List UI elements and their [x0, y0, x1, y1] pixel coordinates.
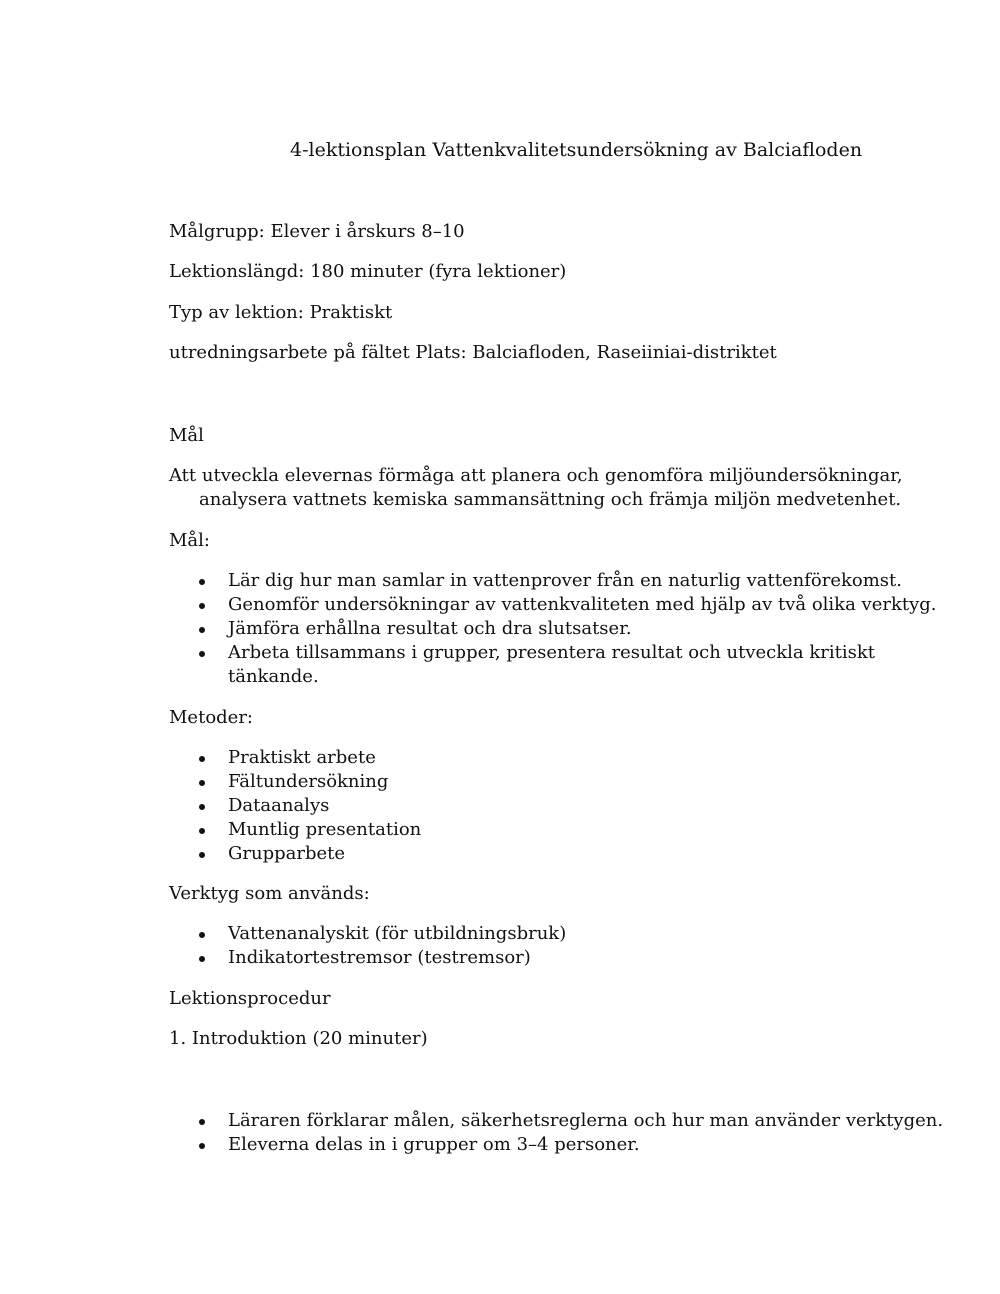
bullet-icon: [199, 932, 205, 938]
bullet-icon: [199, 1119, 205, 1125]
list-item: Läraren förklarar målen, säkerhetsreglerna och hur man använder verktygen.: [169, 1109, 949, 1133]
list-item: Eleverna delas in i grupper om 3–4 personer.: [169, 1133, 949, 1157]
bullet-icon: [199, 756, 205, 762]
list-item: Dataanalys: [169, 794, 949, 818]
methods-list: [169, 746, 949, 866]
objectives-list: [169, 569, 949, 689]
bullet-icon: [199, 627, 205, 633]
methods-heading: Metoder:: [169, 707, 253, 728]
bullet-icon: [199, 828, 205, 834]
tools-heading: Verktyg som används:: [169, 883, 370, 904]
fieldwork-place-line: utredningsarbete på fältet Plats: Balciafloden, Raseiiniai-distriktet: [169, 342, 777, 363]
bullet-icon: [199, 956, 205, 962]
target-group-line: Målgrupp: Elever i årskurs 8–10: [169, 221, 465, 242]
bullet-icon: [199, 804, 205, 810]
list-item: Vattenanalyskit (för utbildningsbruk): [169, 922, 949, 946]
bullet-icon: [199, 1143, 205, 1149]
list-item: Fältundersökning: [169, 770, 949, 794]
list-item: Indikatortestremsor (testremsor): [169, 946, 949, 970]
lesson-type-line: Typ av lektion: Praktiskt: [169, 302, 393, 323]
goal-heading: Mål: [169, 425, 204, 446]
bullet-icon: [199, 852, 205, 858]
list-item: Arbeta tillsammans i grupper, presentera resultat och utveckla kritiskt tänkande.: [169, 641, 888, 689]
bullet-icon: [199, 579, 205, 585]
tools-list: [169, 922, 949, 970]
goal-paragraph: Att utveckla elevernas förmåga att planera och genomföra miljöundersökningar, analysera vattnets kemiska sammansättning och främja miljön medvetenhet.: [169, 465, 903, 510]
list-item: Genomför undersökningar av vattenkvaliteten med hjälp av två olika verktyg.: [169, 593, 949, 617]
step1-heading: 1. Introduktion (20 minuter): [169, 1028, 428, 1049]
list-item: Muntlig presentation: [169, 818, 949, 842]
list-item: Lär dig hur man samlar in vattenprover från en naturlig vattenförekomst.: [169, 569, 949, 593]
list-item: Jämföra erhållna resultat och dra slutsatser.: [169, 617, 949, 641]
bullet-icon: [199, 603, 205, 609]
list-item: Praktiskt arbete: [169, 746, 949, 770]
bullet-icon: [199, 651, 205, 657]
bullet-icon: [199, 780, 205, 786]
list-item: Grupparbete: [169, 842, 949, 866]
lesson-length-line: Lektionslängd: 180 minuter (fyra lektioner): [169, 261, 567, 282]
objectives-heading: Mål:: [169, 530, 210, 551]
step1-list: [169, 1109, 949, 1157]
procedure-heading: Lektionsprocedur: [169, 988, 331, 1009]
document-title: 4-lektionsplan Vattenkvalitetsundersökning av Balciafloden: [290, 139, 863, 161]
